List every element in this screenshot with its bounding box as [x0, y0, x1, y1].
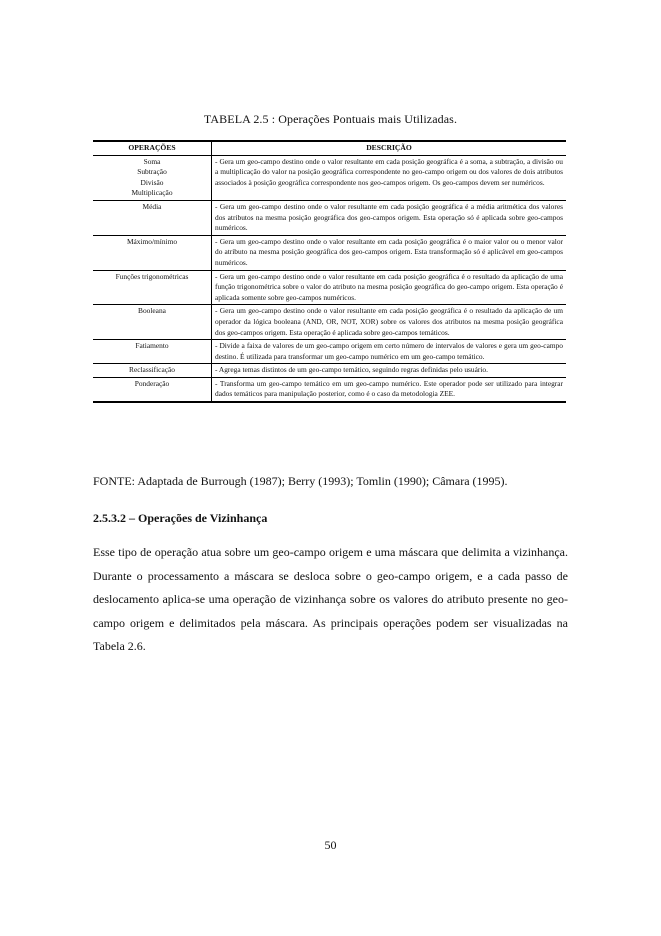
- table-row: [93, 235, 566, 270]
- table-row: [93, 155, 566, 200]
- section-heading: 2.5.3.2 – Operações de Vizinhança: [93, 511, 268, 525]
- operation-name: Reclassificação: [129, 365, 175, 375]
- table-row: [93, 340, 566, 364]
- table-source-note: FONTE: Adaptada de Burrough (1987); Berry (1993); Tomlin (1990); Câmara (1995).: [93, 474, 508, 488]
- operation-name: Booleana: [138, 306, 166, 316]
- operation-cell: [93, 305, 212, 340]
- column-header-description: DESCRIÇÃO: [212, 141, 567, 155]
- operation-name: Multiplicação: [131, 188, 173, 198]
- table-row: [93, 364, 566, 378]
- operation-cell: [93, 200, 212, 235]
- operation-cell: [93, 155, 212, 200]
- operation-name: Média: [142, 201, 162, 211]
- operation-name: Funções trigonométricas: [115, 271, 189, 281]
- description-cell: - Gera um geo-campo destino onde o valor resultante em cada posição geográfica é o maior valor ou o menor valor do atributo na mesma posição geográfica dos geo-campos origem. Esta transformação só é aplicável em geo-campos numéricos.: [215, 236, 563, 267]
- table-row: [93, 200, 566, 235]
- description-cell: - Gera um geo-campo destino onde o valor resultante em cada posição geográfica é o resultado da aplicação de uma função trigonométrica sobre o valor do atributo na mesma posição geográfica do geo-campo origem. Esta operação é aplicada somente sobre geo-campos numéricos.: [215, 271, 563, 302]
- operation-cell: [93, 235, 212, 270]
- body-paragraph: Esse tipo de operação atua sobre um geo-campo origem e uma máscara que delimita a vizinhança. Durante o processamento a máscara se desloca sobre o geo-campo origem, e a cada passo de deslocamento aplica-se uma operação de vizinhança sobre os valores do atributo presente no geo-campo origem e delimitados pela máscara. As principais operações podem ser visualizadas na Tabela 2.6.: [93, 545, 568, 654]
- operations-table: [93, 140, 566, 403]
- table-header-row: [93, 141, 566, 155]
- operation-name: Fatiamento: [135, 341, 169, 351]
- operation-name: Subtração: [137, 167, 167, 177]
- table-title: TABELA 2.5 : Operações Pontuais mais Utilizadas.: [203, 112, 458, 126]
- description-cell: - Divide a faixa de valores de um geo-campo origem em certo número de intervalos de valores e gera um geo-campo destino. É utilizada para transformar um geo-campo numérico em um geo-campo temático.: [215, 341, 563, 361]
- description-cell: - Agrega temas distintos de um geo-campo temático, seguindo regras definidas pelo usuário.: [215, 365, 488, 375]
- description-cell: - Gera um geo-campo destino onde o valor resultante em cada posição geográfica é a soma, a subtração, a divisão ou a multiplicação do valor na posição geográfica correspondente no geo-campo origem ou dos valores de dois atributos associados à posição geográfica correspondente nos geo-campos origem. Os geo-campos devem ser numéricos.: [215, 156, 563, 187]
- table-row: [93, 377, 566, 402]
- column-header-operations: OPERAÇÕES: [93, 141, 212, 155]
- operation-cell: [93, 364, 212, 378]
- table-row: [93, 270, 566, 305]
- operation-name: Divisão: [140, 177, 164, 187]
- description-cell: - Transforma um geo-campo temático em um geo-campo numérico. Este operador pode ser utilizado para integrar dados temáticos para manipulação posterior, como é o caso da metodologia ZEE.: [215, 378, 563, 399]
- description-cell: - Gera um geo-campo destino onde o valor resultante em cada posição geográfica é o resultado da aplicação de um operador da lógica booleana (AND, OR, NOT, XOR) sobre os valores dos atributos na mesma posição geográfica dos geo-campos origem. Esta operação é aplicada sobre geo-campos temáticos.: [215, 306, 563, 337]
- operation-name: Ponderação: [134, 378, 170, 388]
- description-cell: - Gera um geo-campo destino onde o valor resultante em cada posição geográfica é a média aritmética dos valores dos atributos na mesma posição geográfica dos geo-campos origem. Esta operação só é aplicada sobre geo-campos numéricos.: [215, 201, 563, 233]
- operation-cell: [93, 377, 212, 402]
- operation-name: Soma: [143, 156, 161, 166]
- operation-cell: [93, 340, 212, 364]
- operation-cell: [93, 270, 212, 305]
- page-number: 50: [324, 838, 337, 852]
- table-row: [93, 305, 566, 340]
- operation-name: Máximo/mínimo: [126, 236, 178, 246]
